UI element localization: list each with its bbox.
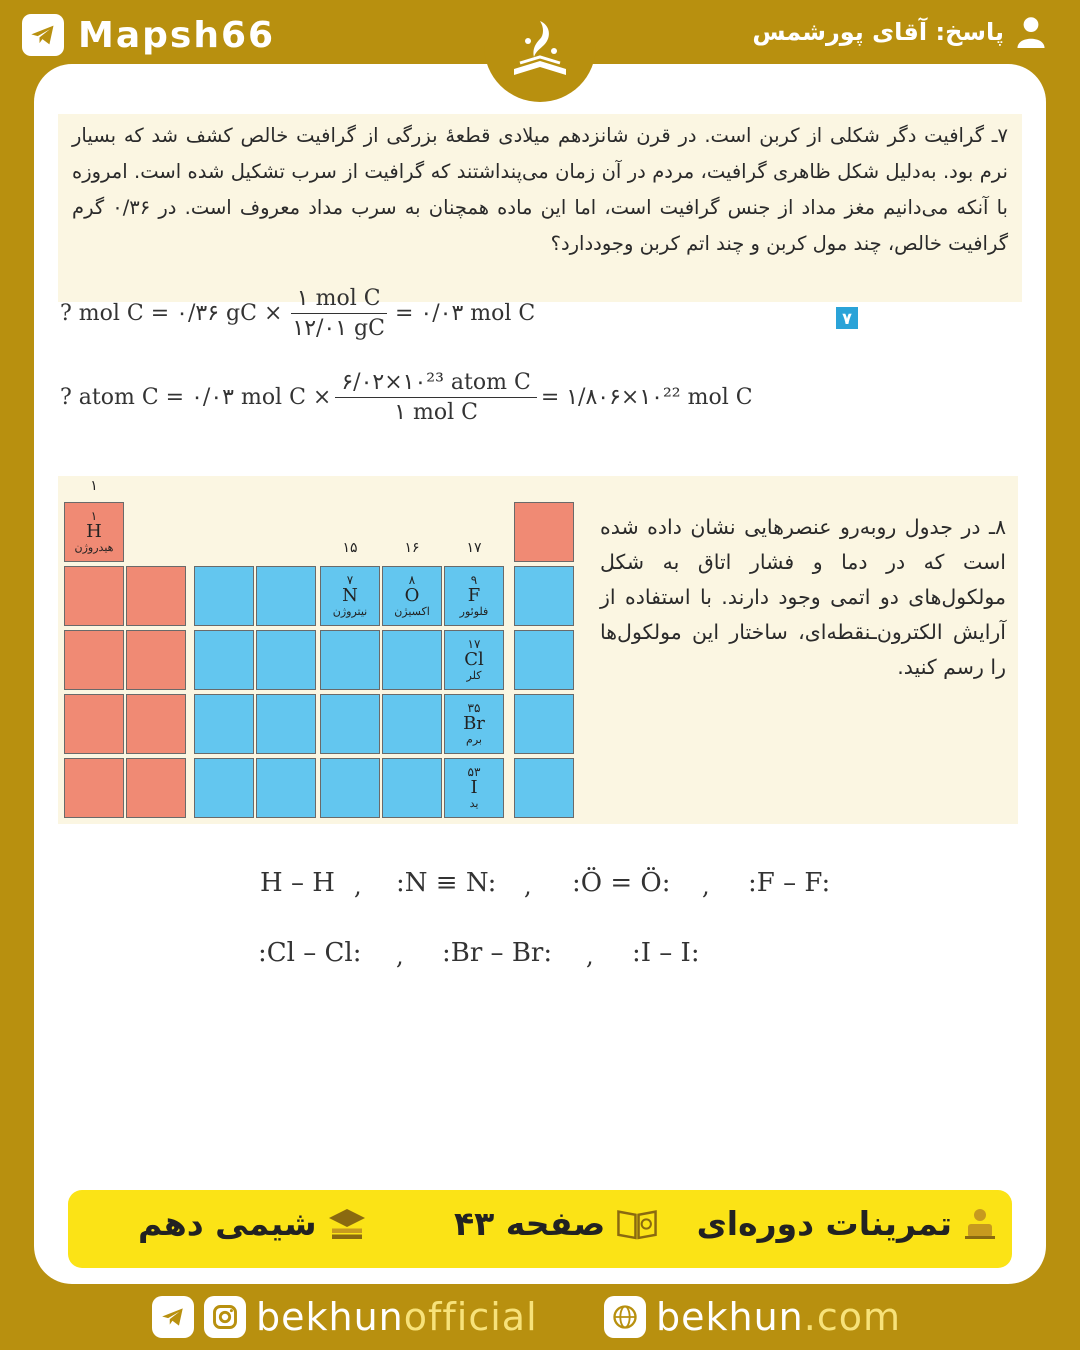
lewis-i2: :I – I: [632,938,700,968]
nitrogen-name: نیتروژن [332,604,368,618]
eq1-denominator: ۱۲/۰۱ gC [292,316,385,341]
footer-section [697,1204,998,1243]
periodic-table [62,478,582,824]
fluorine-symbol: F [467,585,481,607]
eq2-denominator: ۱ mol C [394,400,478,425]
group-16-label: ۱۶ [404,540,420,556]
hydrogen-name: هیدروژن [74,540,114,554]
table-cell [320,630,380,690]
footer-course [138,1204,367,1243]
lewis-f2: :F – F: [748,868,831,898]
table-cell [126,694,186,754]
separator: , [702,872,710,900]
eq2-numerator: ۶/۰۲×۱۰²³ atom C [335,370,536,398]
teacher-icon [962,1206,998,1242]
iodine-number: ۵۳ [467,765,481,780]
fluorine-number: ۹ [470,573,478,588]
footer-page [454,1204,659,1243]
table-cell [256,630,316,690]
element-chlorine [444,630,504,690]
handle-text: Mapsh66 [78,14,276,56]
element-hydrogen [64,502,124,562]
graduation-cap-icon [327,1206,367,1242]
telegram-icon [22,14,64,56]
hydrogen-number: ۱ [90,509,98,524]
table-cell [514,758,574,818]
eq1-fraction [286,286,391,341]
table-cell [382,694,442,754]
answer-number-badge: ۷ [836,307,858,329]
group-15-label: ۱۵ [342,540,358,556]
table-cell [256,694,316,754]
separator: , [586,942,594,970]
element-fluorine [444,566,504,626]
chlorine-name: کلر [466,668,482,682]
table-cell [126,566,186,626]
table-cell [64,694,124,754]
separator: , [524,872,532,900]
table-cell [514,630,574,690]
hydrogen-symbol: H [86,521,102,543]
logo [484,0,596,102]
table-cell [514,566,574,626]
table-cell [194,758,254,818]
eq1-lhs: ? mol C = ۰/۳۶ gC × [60,301,283,326]
eq2-lhs: ? atom C = ۰/۰۳ mol C × [60,385,332,410]
nitrogen-number: ۷ [346,573,354,588]
oxygen-symbol: O [404,585,420,607]
separator: , [396,942,404,970]
globe-icon [604,1296,646,1338]
lewis-h2: H – H [260,868,335,898]
lewis-br2: :Br – Br: [442,938,553,968]
eq1-numerator: ۱ mol C [291,286,387,314]
table-cell [194,630,254,690]
table-cell [256,758,316,818]
content-card [34,64,1046,1284]
footer-section-label: تمرینات دوره‌ای [696,1204,952,1243]
element-nitrogen [320,566,380,626]
website-link[interactable] [604,1290,901,1344]
nitrogen-symbol: N [342,585,358,607]
question-7-text: ۷ـ گرافیت دگر شکلی از کربن است. در قرن شانزدهم میلادی قطعهٔ بزرگی از گرافیت خالص کشف شد که بسیار نرم بود. به‌دلیل شکل ظاهری گرافیت، مردم در آن زمان می‌پنداشتند که گرافیت از سرب تشکیل شده است. امروزه با آنکه می‌دانیم مغز مداد از جنس گرافیت است، اما این ماده همچنان به سرب مداد معروف است. در ۰/۳۶ گرم گرافیت خالص، چند مول کربن و چند اتم کربن وجوددارد؟ [58,114,1022,302]
separator: , [354,872,362,900]
eq2-rhs: = ۱/۸۰۶×۱۰²² mol C [540,385,753,410]
telegram-icon [152,1296,194,1338]
fluorine-name: فلوئور [459,604,489,618]
lewis-n2: :N ≡ N: [396,868,497,898]
table-cell [64,630,124,690]
question-8-text: ۸ـ در جدول روبه‌رو عنصرهایی نشان داده شده است که در دما و فشار اتاق به شکل مولکول‌های دو اتمی وجود دارند. با استفاده از آرایش الکترون‌ـنقطه‌ای، ساختار این مولکول‌ها را رسم کنید. [600,515,1006,679]
table-cell [514,694,574,754]
table-cell [320,758,380,818]
social-handle: bekhunofficial [256,1295,538,1339]
answer-label: پاسخ: آقای پورشمس [752,18,1004,46]
lewis-cl2: :Cl – Cl: [258,938,362,968]
table-cell [64,566,124,626]
iodine-name: ید [469,796,479,810]
element-bromine [444,694,504,754]
footer-bar [68,1190,1012,1268]
table-cell [194,566,254,626]
table-cell [382,630,442,690]
lewis-o2: :Ö = Ö: [572,868,671,898]
bromine-name: برم [466,732,482,746]
table-cell [320,694,380,754]
table-cell [126,630,186,690]
oxygen-name: اکسیژن [394,604,430,618]
footer-course-label: شیمی دهم [138,1204,317,1243]
instagram-icon [204,1296,246,1338]
answer-credit [752,16,1046,48]
table-cell [64,758,124,818]
book-icon [615,1207,659,1241]
iodine-symbol: I [470,777,478,799]
bromine-symbol: Br [463,713,485,735]
table-cell [514,502,574,562]
oxygen-number: ۸ [408,573,416,588]
table-cell [256,566,316,626]
table-cell [382,758,442,818]
group-17-label: ۱۷ [466,540,482,556]
equation-moles [60,286,535,341]
social-link[interactable] [152,1290,538,1344]
element-oxygen [382,566,442,626]
eq2-fraction [335,370,536,425]
telegram-handle[interactable] [22,14,275,56]
element-iodine [444,758,504,818]
group-1-label: ۱ [90,478,98,494]
user-icon [1016,16,1046,48]
table-cell [126,758,186,818]
website-url: bekhun.com [656,1295,902,1339]
chlorine-number: ۱۷ [467,637,481,652]
bekhun-logo-icon [500,11,580,91]
footer-page-label: صفحه ۴۳ [454,1204,606,1243]
bromine-number: ۳۵ [467,701,481,716]
eq1-rhs: = ۰/۰۳ mol C [394,301,536,326]
chlorine-symbol: Cl [464,649,484,671]
equation-atoms [60,370,753,425]
table-cell [194,694,254,754]
